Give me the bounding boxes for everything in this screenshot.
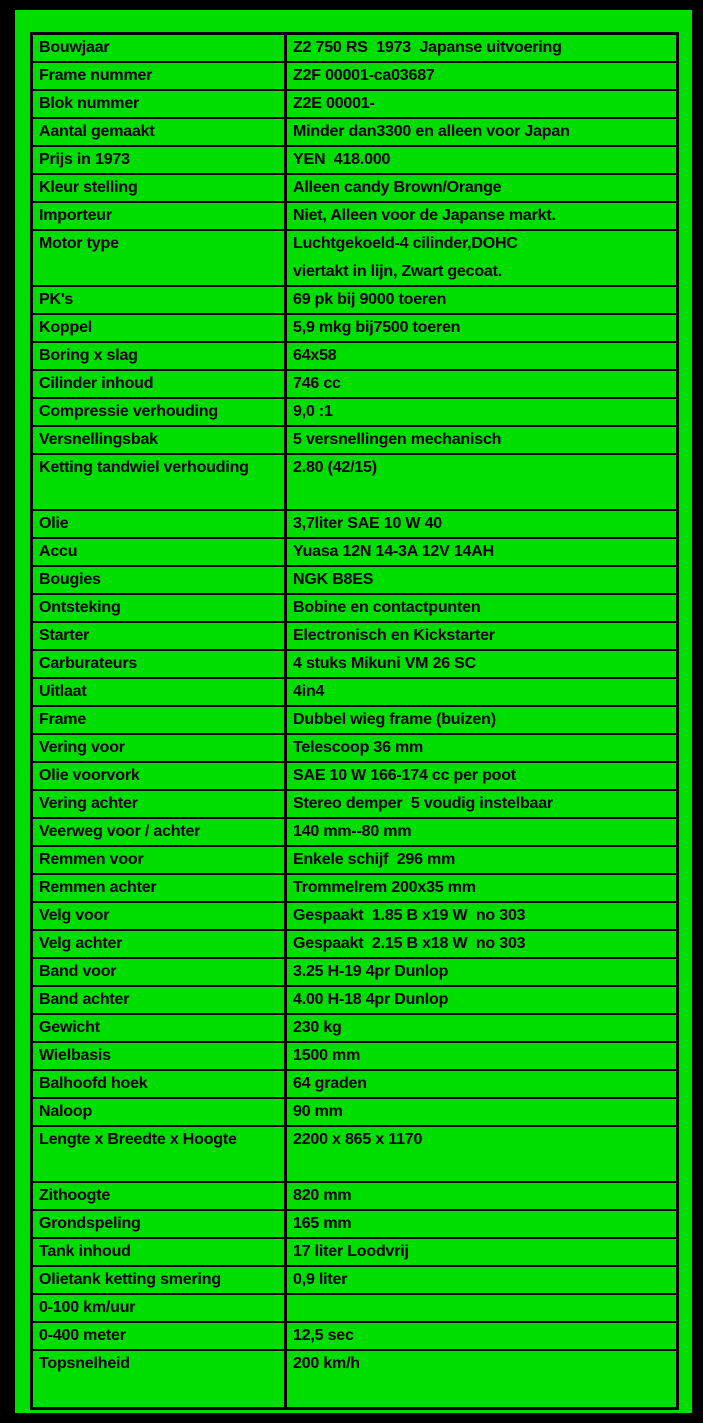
spec-label-cell — [33, 511, 287, 537]
spec-value: Dubbel wieg frame (buizen) — [293, 711, 496, 728]
spec-label: Zithoogte — [39, 1187, 111, 1204]
spec-label: Importeur — [39, 207, 112, 224]
spec-value: 4in4 — [293, 683, 325, 700]
spec-label-cell — [33, 651, 287, 677]
spec-label: Olietank ketting smering — [39, 1271, 221, 1288]
table-row — [33, 595, 676, 623]
table-row — [33, 931, 676, 959]
spec-value: 2200 x 865 x 1170 — [293, 1131, 423, 1148]
spec-label-cell — [33, 147, 287, 173]
table-row — [33, 343, 676, 371]
spec-label: Ontsteking — [39, 599, 121, 616]
spec-label-cell — [33, 735, 287, 761]
spec-value: 165 mm — [293, 1215, 352, 1232]
spec-label: Versnellingsbak — [39, 431, 158, 448]
spec-value-cell — [287, 651, 676, 677]
spec-label: Grondspeling — [39, 1215, 141, 1232]
table-row — [33, 399, 676, 427]
table-row — [33, 315, 676, 343]
spec-label-cell — [33, 1183, 287, 1209]
table-row — [33, 35, 676, 63]
spec-label: Frame nummer — [39, 67, 153, 84]
spec-value: Trommelrem 200x35 mm — [293, 879, 476, 896]
table-row — [33, 175, 676, 203]
spec-value-cell — [287, 91, 676, 117]
spec-label-cell — [33, 791, 287, 817]
spec-value: Electronisch en Kickstarter — [293, 627, 495, 644]
spec-value: 1500 mm — [293, 1047, 361, 1064]
spec-value: Enkele schijf 296 mm — [293, 851, 456, 868]
spec-value-cell — [287, 119, 676, 145]
spec-label-cell — [33, 763, 287, 789]
spec-label-cell — [33, 875, 287, 901]
spec-value: Bobine en contactpunten — [293, 599, 481, 616]
table-row — [33, 287, 676, 315]
spec-value: Z2E 00001- — [293, 95, 375, 112]
spec-value-cell — [287, 1015, 676, 1041]
spec-value: Minder dan3300 en alleen voor Japan — [293, 123, 570, 140]
table-row — [33, 875, 676, 903]
spec-value-cell — [287, 847, 676, 873]
spec-value: 200 km/h — [293, 1355, 360, 1372]
spec-label: Koppel — [39, 319, 93, 336]
table-row — [33, 987, 676, 1015]
spec-label: Balhoofd hoek — [39, 1075, 148, 1092]
spec-label-cell — [33, 315, 287, 341]
spec-label: Tank inhoud — [39, 1243, 131, 1260]
spec-value: 3,7liter SAE 10 W 40 — [293, 515, 442, 532]
spec-label-cell — [33, 287, 287, 313]
spec-label-cell — [33, 903, 287, 929]
spec-value-cell — [287, 539, 676, 565]
spec-label-cell — [33, 1043, 287, 1069]
spec-value-cell — [287, 819, 676, 845]
spec-label: Vering voor — [39, 739, 125, 756]
spec-value: 9,0 :1 — [293, 403, 333, 420]
spec-value: 4 stuks Mikuni VM 26 SC — [293, 655, 477, 672]
spec-label: Carburateurs — [39, 655, 138, 672]
spec-value — [293, 1295, 676, 1321]
spec-value-cell — [287, 287, 676, 313]
spec-label-cell — [33, 399, 287, 425]
table-row — [33, 203, 676, 231]
spec-label: Boring x slag — [39, 347, 138, 364]
spec-value-cell — [287, 1183, 676, 1209]
table-row — [33, 147, 676, 175]
table-row — [33, 567, 676, 595]
spec-label-cell — [33, 455, 287, 509]
spec-label: 0-400 meter — [39, 1327, 126, 1344]
spec-label: Olie — [39, 515, 69, 532]
spec-label-cell — [33, 231, 287, 285]
spec-label-cell — [33, 175, 287, 201]
spec-value: SAE 10 W 166-174 cc per poot — [293, 767, 516, 784]
spec-value-cell — [287, 231, 676, 285]
table-row — [33, 679, 676, 707]
spec-value-cell — [287, 1099, 676, 1125]
green-panel — [15, 10, 692, 1413]
spec-value-cell — [287, 987, 676, 1013]
spec-label-cell — [33, 847, 287, 873]
table-row — [33, 427, 676, 455]
spec-value: Yuasa 12N 14-3A 12V 14AH — [293, 543, 494, 560]
spec-label: Band voor — [39, 963, 117, 980]
spec-label: Gewicht — [39, 1019, 100, 1036]
spec-value-cell — [287, 791, 676, 817]
spec-label-cell — [33, 1015, 287, 1041]
table-row — [33, 903, 676, 931]
spec-label-cell — [33, 567, 287, 593]
spec-label-cell — [33, 63, 287, 89]
spec-label-cell — [33, 119, 287, 145]
spec-label-cell — [33, 91, 287, 117]
table-row — [33, 539, 676, 567]
table-row — [33, 1239, 676, 1267]
spec-value-cell — [287, 679, 676, 705]
spec-value-cell — [287, 1043, 676, 1069]
spec-label: Accu — [39, 543, 78, 560]
spec-label: Aantal gemaakt — [39, 123, 155, 140]
spec-label: Wielbasis — [39, 1047, 111, 1064]
spec-label: Remmen voor — [39, 851, 144, 868]
spec-label: Cilinder inhoud — [39, 375, 154, 392]
table-row — [33, 511, 676, 539]
spec-label-cell — [33, 679, 287, 705]
spec-value: 2.80 (42/15) — [293, 459, 377, 476]
table-row — [33, 1295, 676, 1323]
spec-label-cell — [33, 1211, 287, 1237]
spec-label: Veerweg voor / achter — [39, 823, 201, 840]
spec-value-cell — [287, 1071, 676, 1097]
table-row — [33, 1267, 676, 1295]
spec-value-cell — [287, 203, 676, 229]
spec-value: Z2 750 RS 1973 Japanse uitvoering — [293, 39, 562, 56]
spec-value: NGK B8ES — [293, 571, 374, 588]
table-row — [33, 1351, 676, 1407]
spec-label-cell — [33, 1323, 287, 1349]
table-row — [33, 91, 676, 119]
spec-label-cell — [33, 1099, 287, 1125]
table-row — [33, 1127, 676, 1183]
spec-label: Motor type — [39, 235, 119, 252]
spec-value-cell — [287, 623, 676, 649]
spec-label: Starter — [39, 627, 90, 644]
table-row — [33, 63, 676, 91]
table-row — [33, 1323, 676, 1351]
spec-label-cell — [33, 1239, 287, 1265]
spec-value: 17 liter Loodvrij — [293, 1243, 409, 1260]
spec-label-cell — [33, 707, 287, 733]
spec-value: 3.25 H-19 4pr Dunlop — [293, 963, 449, 980]
table-row — [33, 763, 676, 791]
spec-label: 0-100 km/uur — [39, 1299, 136, 1316]
table-row — [33, 1043, 676, 1071]
spec-label-cell — [33, 1295, 287, 1321]
spec-value-cell — [287, 763, 676, 789]
spec-label: Ketting tandwiel verhouding — [39, 459, 249, 476]
spec-value: 64 graden — [293, 1075, 367, 1092]
table-row — [33, 1183, 676, 1211]
spec-value-cell — [287, 931, 676, 957]
spec-label-cell — [33, 959, 287, 985]
spec-label: Uitlaat — [39, 683, 87, 700]
table-row — [33, 119, 676, 147]
spec-label-cell — [33, 819, 287, 845]
spec-value-cell — [287, 371, 676, 397]
table-row — [33, 651, 676, 679]
spec-value-cell — [287, 315, 676, 341]
spec-label-cell — [33, 35, 287, 61]
spec-value-cell — [287, 399, 676, 425]
spec-value-cell — [287, 1127, 676, 1181]
spec-value-cell — [287, 343, 676, 369]
spec-label: Frame — [39, 711, 87, 728]
spec-label: Velg voor — [39, 907, 110, 924]
spec-label: Topsnelheid — [39, 1355, 130, 1372]
spec-label: Olie voorvork — [39, 767, 140, 784]
spec-value: YEN 418.000 — [293, 151, 391, 168]
spec-value-cell — [287, 1211, 676, 1237]
table-row — [33, 847, 676, 875]
spec-label: Compressie verhouding — [39, 403, 218, 420]
spec-label-cell — [33, 1127, 287, 1181]
spec-value: Alleen candy Brown/Orange — [293, 179, 502, 196]
spec-label: PK's — [39, 291, 74, 308]
spec-value: 12,5 sec — [293, 1327, 354, 1344]
spec-value-cell — [287, 1239, 676, 1265]
spec-value: Stereo demper 5 voudig instelbaar — [293, 795, 553, 812]
spec-value: 4.00 H-18 4pr Dunlop — [293, 991, 449, 1008]
table-row — [33, 623, 676, 651]
spec-value: 140 mm--80 mm — [293, 823, 412, 840]
spec-value: Gespaakt 1.85 B x19 W no 303 — [293, 907, 526, 924]
spec-value: Gespaakt 2.15 B x18 W no 303 — [293, 935, 526, 952]
spec-value-cell — [287, 903, 676, 929]
spec-value-cell — [287, 147, 676, 173]
spec-value-cell — [287, 455, 676, 509]
spec-label: Bouwjaar — [39, 39, 110, 56]
table-row — [33, 819, 676, 847]
spec-value-cell — [287, 511, 676, 537]
spec-label-cell — [33, 1351, 287, 1407]
spec-label: Blok nummer — [39, 95, 140, 112]
table-row — [33, 1099, 676, 1127]
spec-value-cell — [287, 959, 676, 985]
spec-value-cell — [287, 567, 676, 593]
table-row — [33, 707, 676, 735]
spec-label-cell — [33, 623, 287, 649]
spec-label-cell — [33, 595, 287, 621]
spec-value-cell — [287, 1267, 676, 1293]
spec-label: Naloop — [39, 1103, 93, 1120]
spec-label: Remmen achter — [39, 879, 157, 896]
spec-value: 64x58 — [293, 347, 337, 364]
spec-value-cell — [287, 1351, 676, 1407]
spec-value-cell — [287, 875, 676, 901]
spec-label-cell — [33, 1267, 287, 1293]
spec-value: Z2F 00001-ca03687 — [293, 67, 435, 84]
spec-value-cell — [287, 175, 676, 201]
table-row — [33, 231, 676, 287]
table-row — [33, 1211, 676, 1239]
table-row — [33, 1071, 676, 1099]
spec-value-cell — [287, 1323, 676, 1349]
table-row — [33, 1015, 676, 1043]
spec-value: 5,9 mkg bij7500 toeren — [293, 319, 461, 336]
spec-table — [30, 32, 679, 1410]
spec-label: Velg achter — [39, 935, 123, 952]
spec-value: Luchtgekoeld-4 cilinder,DOHC — [293, 235, 518, 252]
spec-value: 0,9 liter — [293, 1271, 348, 1288]
spec-label-cell — [33, 343, 287, 369]
table-row — [33, 455, 676, 511]
spec-value: viertakt in lijn, Zwart gecoat. — [293, 263, 502, 280]
spec-label-cell — [33, 987, 287, 1013]
spec-label-cell — [33, 427, 287, 453]
spec-value-cell — [287, 63, 676, 89]
spec-value: 5 versnellingen mechanisch — [293, 431, 502, 448]
spec-value-cell — [287, 427, 676, 453]
spec-value: 90 mm — [293, 1103, 343, 1120]
spec-value: 746 cc — [293, 375, 341, 392]
spec-label-cell — [33, 371, 287, 397]
spec-value-cell — [287, 35, 676, 61]
table-row — [33, 959, 676, 987]
spec-label-cell — [33, 203, 287, 229]
spec-label: Prijs in 1973 — [39, 151, 130, 168]
spec-value-cell — [287, 595, 676, 621]
spec-value: 69 pk bij 9000 toeren — [293, 291, 447, 308]
spec-value: Telescoop 36 mm — [293, 739, 424, 756]
spec-value-cell — [287, 707, 676, 733]
table-row — [33, 791, 676, 819]
table-row — [33, 371, 676, 399]
spec-value-cell — [287, 1295, 676, 1321]
spec-label: Kleur stelling — [39, 179, 138, 196]
spec-label-cell — [33, 1071, 287, 1097]
spec-label: Vering achter — [39, 795, 138, 812]
table-row — [33, 735, 676, 763]
spec-value: 820 mm — [293, 1187, 352, 1204]
spec-label: Lengte x Breedte x Hoogte — [39, 1131, 237, 1148]
spec-label-cell — [33, 539, 287, 565]
spec-label: Bougies — [39, 571, 101, 588]
spec-value: Niet, Alleen voor de Japanse markt. — [293, 207, 556, 224]
spec-value: 230 kg — [293, 1019, 342, 1036]
spec-label-cell — [33, 931, 287, 957]
spec-label: Band achter — [39, 991, 130, 1008]
spec-value-cell — [287, 735, 676, 761]
